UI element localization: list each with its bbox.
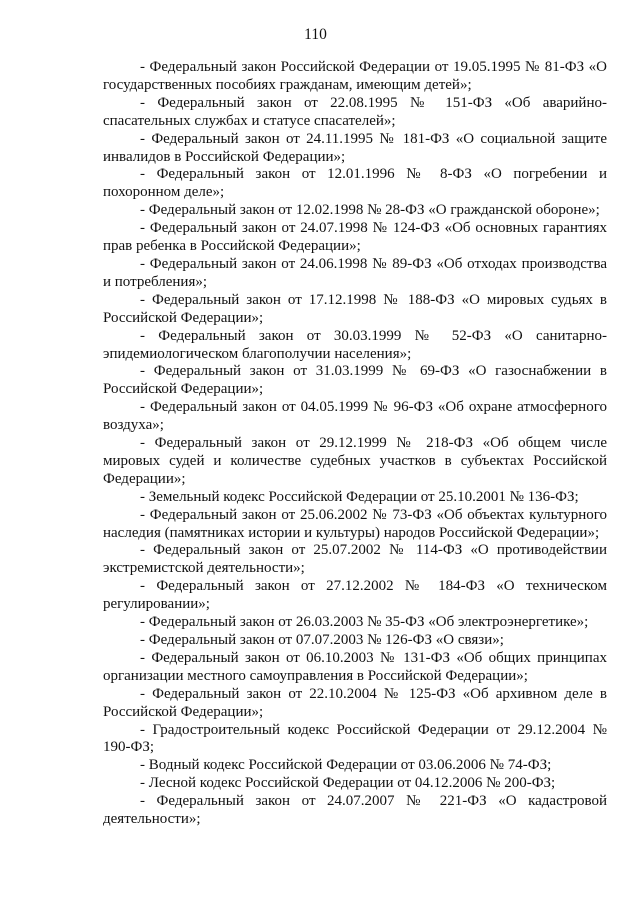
law-item: - Лесной кодекс Российской Федерации от 04.12.2006 № 200-ФЗ; [140,775,556,792]
law-item: - Федеральный закон от 22.08.1995 № 151-ФЗ «Об аварийно-спасательных службах и статусе спасателей»; [103,94,607,129]
law-item: - Федеральный закон от 31.03.1999 № 69-ФЗ «О газоснабжении в Российской Федерации»; [103,363,607,398]
document-body [103,59,607,829]
law-item: - Федеральный закон от 25.07.2002 № 114-ФЗ «О противодействии экстремистской деятельности»; [103,542,607,577]
law-item: - Федеральный закон от 12.01.1996 № 8-ФЗ «О погребении и похоронном деле»; [103,166,607,201]
law-item: - Федеральный закон от 29.12.1999 № 218-ФЗ «Об общем числе мировых судей и количестве судебных участков в субъектах Российской Федерации»; [103,435,607,487]
law-item: - Федеральный закон от 25.06.2002 № 73-ФЗ «Об объектах культурного наследия (памятниках истории и культуры) народов Российской Федерации»; [103,506,607,541]
law-item: - Федеральный закон от 24.06.1998 № 89-ФЗ «Об отходах производства и потребления»; [103,255,607,290]
law-item: - Федеральный закон от 26.03.2003 № 35-ФЗ «Об электроэнергетике»; [140,614,589,631]
law-item: - Градостроительный кодекс Российской Федерации от 29.12.2004 № 190-ФЗ; [103,721,607,756]
law-item: - Федеральный закон от 27.12.2002 № 184-ФЗ «О техническом регулировании»; [103,578,607,613]
law-item: - Федеральный закон от 12.02.1998 № 28-ФЗ «О гражданской обороне»; [140,202,600,219]
law-item: - Федеральный закон от 06.10.2003 № 131-ФЗ «Об общих принципах организации местного самоуправления в Российской Федерации»; [103,649,607,684]
law-item: - Федеральный закон от 17.12.1998 № 188-ФЗ «О мировых судьях в Российской Федерации»; [103,291,607,326]
law-item: - Федеральный закон Российской Федерации от 19.05.1995 № 81-ФЗ «О государственных пособиях гражданам, имеющим детей»; [103,59,607,93]
law-item: - Федеральный закон от 24.07.2007 № 221-ФЗ «О кадастровой деятельности»; [103,793,607,828]
law-item: - Федеральный закон от 22.10.2004 № 125-ФЗ «Об архивном деле в Российской Федерации»; [103,685,607,720]
law-item: - Федеральный закон от 24.07.1998 № 124-ФЗ «Об основных гарантиях прав ребенка в Российской Федерации»; [103,220,607,255]
law-item: - Федеральный закон от 24.11.1995 № 181-ФЗ «О социальной защите инвалидов в Российской Федерации»; [103,130,607,165]
law-item: - Федеральный закон от 30.03.1999 № 52-ФЗ «О санитарно-эпидемиологическом благополучии населения»; [103,327,607,362]
law-item: - Водный кодекс Российской Федерации от 03.06.2006 № 74-ФЗ; [140,757,552,774]
law-item: - Земельный кодекс Российской Федерации от 25.10.2001 № 136-ФЗ; [140,488,579,505]
page-number: 110 [304,26,327,43]
law-item: - Федеральный закон от 04.05.1999 № 96-ФЗ «Об охране атмосферного воздуха»; [103,399,607,434]
law-item: - Федеральный закон от 07.07.2003 № 126-ФЗ «О связи»; [140,632,504,648]
